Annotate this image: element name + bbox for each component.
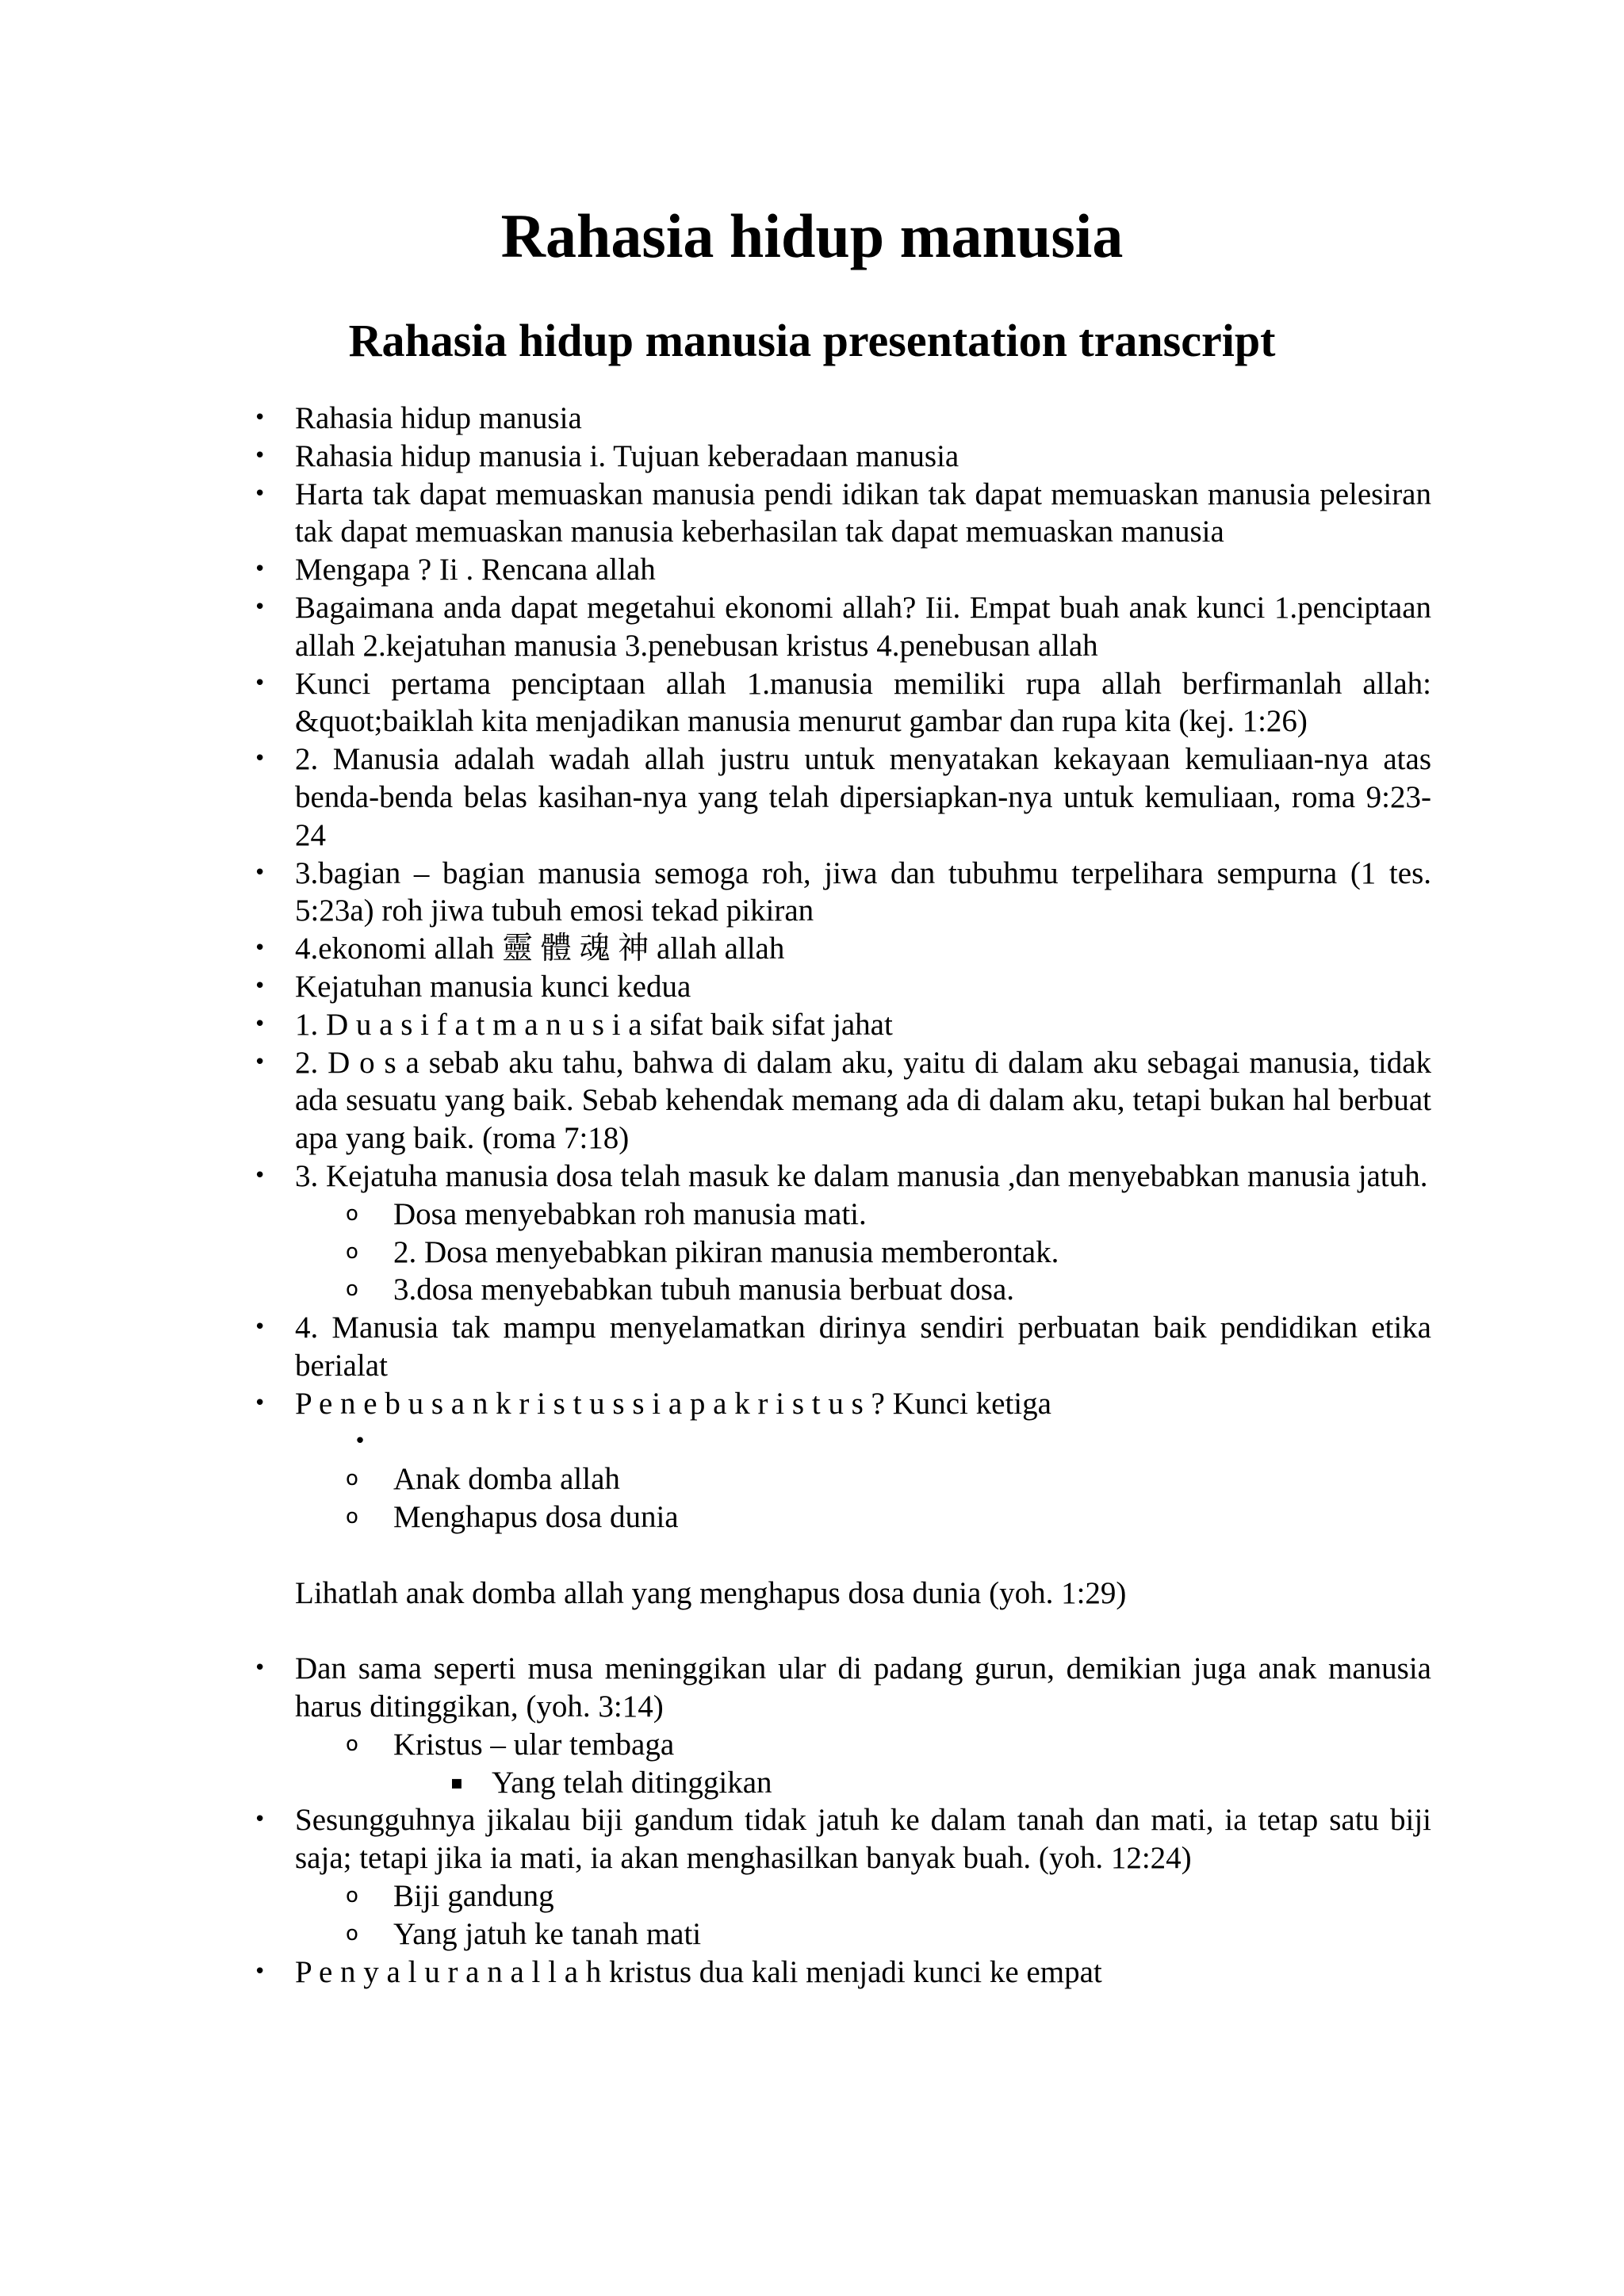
sub-list-item-text: Yang jatuh ke tanah mati xyxy=(393,1916,702,1951)
list-item-text: 2. Manusia adalah wadah allah justru untuk menyatakan kekayaan kemuliaan-nya atas benda-benda belas kasihan-nya yang telah dipersiapkan-nya untuk kemuliaan, roma 9:23-24 xyxy=(295,742,1431,852)
sub-list-item xyxy=(295,1498,1431,1536)
sub-list-item xyxy=(295,1271,1431,1309)
list-item-text: 2. D o s a sebab aku tahu, bahwa di dalam aku, yaitu di dalam aku sebagai manusia, tidak ada sesuatu yang baik. Sebab kehendak memang ada di dalam aku, tetapi bukan hal berbuat apa yang baik. (roma 7:18) xyxy=(295,1045,1431,1156)
sub-list-item-text: Biji gandung xyxy=(393,1879,554,1914)
sub-list-item xyxy=(295,1915,1431,1954)
list-item-text: Harta tak dapat memuaskan manusia pendi idikan tak dapat memuaskan manusia pelesiran tak dapat memuaskan manusia keberhasilan tak dapat memuaskan manusia xyxy=(295,476,1431,549)
list-item-text: Bagaimana anda dapat megetahui ekonomi allah? Iii. Empat buah anak kunci 1.penciptaan allah 2.kejatuhan manusia 3.penebusan kristus 4.penebusan allah xyxy=(295,590,1431,663)
list-item-text: 4.ekonomi allah 靈 體 魂 神 allah allah xyxy=(295,932,785,966)
sub-list-item-text: Menghapus dosa dunia xyxy=(393,1500,679,1535)
empty-list-item xyxy=(295,1423,1431,1461)
list-item xyxy=(254,1309,1431,1385)
sub-list-item-text: Dosa menyebabkan roh manusia mati. xyxy=(393,1196,867,1231)
bullet-icon: • xyxy=(254,1808,266,1832)
bullet-icon: • xyxy=(254,1315,266,1340)
bullet-icon: • xyxy=(254,1656,266,1681)
bullet-icon: • xyxy=(254,1959,266,1984)
sub-list-item xyxy=(295,1196,1431,1234)
bullet-icon: • xyxy=(254,406,266,430)
square-bullet-icon: ▪ xyxy=(450,1770,464,1793)
list-item-text: Mengapa ? Ii . Rencana allah xyxy=(295,553,656,587)
list-item xyxy=(254,665,1431,741)
bullet-icon: • xyxy=(254,481,266,506)
sub-list-item xyxy=(295,1234,1431,1272)
list-item-text: Kunci pertama penciptaan allah 1.manusia memiliki rupa allah berfirmanlah allah: &quot;baiklah kita menjadikan manusia menurut gambar dan rupa kita (kej. 1:26) xyxy=(295,666,1431,739)
circle-bullet-icon: o xyxy=(346,1277,358,1302)
bullet-icon: • xyxy=(254,1163,266,1188)
list-item-text: P e n y a l u r a n a l l a h kristus dua kali menjadi kunci ke empat xyxy=(295,1954,1102,1989)
document-subtitle: Rahasia hidup manusia presentation transcript xyxy=(348,315,1276,366)
sub-list-item xyxy=(295,1877,1431,1915)
list-item xyxy=(254,438,1431,476)
sub-sub-list-item-text: Yang telah ditinggikan xyxy=(492,1765,772,1800)
list-item xyxy=(254,1954,1431,1992)
circle-bullet-icon: o xyxy=(346,1921,358,1946)
list-item xyxy=(254,589,1431,665)
sub-sub-list-item xyxy=(295,1764,1431,1802)
list-item-text: Kejatuhan manusia kunci kedua xyxy=(295,969,691,1004)
circle-bullet-icon: o xyxy=(346,1239,358,1264)
bullet-icon: • xyxy=(254,671,266,695)
list-item-text: P e n e b u s a n k r i s t u s s i a p a k r i s t u s ? Kunci ketiga xyxy=(295,1386,1051,1421)
list-item xyxy=(254,1006,1431,1044)
list-item xyxy=(254,1158,1431,1196)
list-item xyxy=(254,1650,1431,1726)
list-item-text: Rahasia hidup manusia i. Tujuan keberadaan manusia xyxy=(295,438,959,473)
sub-list-item-text: 3.dosa menyebabkan tubuh manusia berbuat dosa. xyxy=(393,1272,1015,1307)
bullet-icon: • xyxy=(254,595,266,619)
list-item xyxy=(254,1044,1431,1158)
circle-bullet-icon: o xyxy=(346,1732,358,1756)
sub-list-item xyxy=(295,1460,1431,1498)
verse-paragraph: Lihatlah anak domba allah yang menghapus dosa dunia (yoh. 1:29) xyxy=(295,1575,1127,1610)
bullet-icon: • xyxy=(254,936,266,961)
bullet-icon: • xyxy=(254,1391,266,1415)
list-item xyxy=(254,1385,1431,1423)
list-item-text: 3. Kejatuha manusia dosa telah masuk ke dalam manusia ,dan menyebabkan manusia jatuh. xyxy=(295,1158,1428,1193)
sub-list-item xyxy=(295,1726,1431,1764)
list-item xyxy=(254,930,1431,968)
sub-list-item-text: Kristus – ular tembaga xyxy=(393,1727,675,1762)
document-title: Rahasia hidup manusia xyxy=(500,201,1124,270)
circle-bullet-icon: o xyxy=(346,1505,358,1529)
list-item xyxy=(254,740,1431,854)
list-item-text: 1. D u a s i f a t m a n u s i a sifat baik sifat jahat xyxy=(295,1007,893,1042)
bullet-icon: • xyxy=(354,1429,366,1453)
bullet-icon: • xyxy=(254,860,266,885)
list-item-text: Sesungguhnya jikalau biji gandum tidak jatuh ke dalam tanah dan mati, ia tetap satu biji saja; tetapi jika ia mati, ia akan menghasilkan banyak buah. (yoh. 12:24) xyxy=(295,1803,1431,1876)
list-item-text: Dan sama seperti musa meninggikan ular di padang gurun, demikian juga anak manusia harus ditinggikan, (yoh. 3:14) xyxy=(295,1651,1431,1724)
sub-list-item-text: Anak domba allah xyxy=(393,1462,620,1497)
sub-list-item-text: 2. Dosa menyebabkan pikiran manusia memberontak. xyxy=(393,1234,1059,1269)
list-item-text: Rahasia hidup manusia xyxy=(295,401,582,435)
list-item-text: 4. Manusia tak mampu menyelamatkan dirinya sendiri perbuatan baik pendidikan etika berialat xyxy=(295,1311,1431,1383)
circle-bullet-icon: o xyxy=(346,1884,358,1908)
list-item xyxy=(254,476,1431,552)
bullet-icon: • xyxy=(254,557,266,582)
list-item xyxy=(254,855,1431,931)
list-item xyxy=(254,968,1431,1006)
bullet-icon: • xyxy=(254,443,266,468)
list-item-text: 3.bagian – bagian manusia semoga roh, jiwa dan tubuhmu terpelihara sempurna (1 tes. 5:23a) roh jiwa tubuh emosi tekad pikiran xyxy=(295,855,1431,928)
circle-bullet-icon: o xyxy=(346,1467,358,1491)
transcript-list xyxy=(254,400,1431,1991)
bullet-icon: • xyxy=(254,1050,266,1074)
bullet-icon: • xyxy=(254,974,266,998)
list-item xyxy=(254,1801,1431,1877)
circle-bullet-icon: o xyxy=(346,1201,358,1226)
list-item xyxy=(254,400,1431,438)
bullet-icon: • xyxy=(254,1012,266,1036)
bullet-icon: • xyxy=(254,747,266,771)
list-item xyxy=(254,551,1431,589)
